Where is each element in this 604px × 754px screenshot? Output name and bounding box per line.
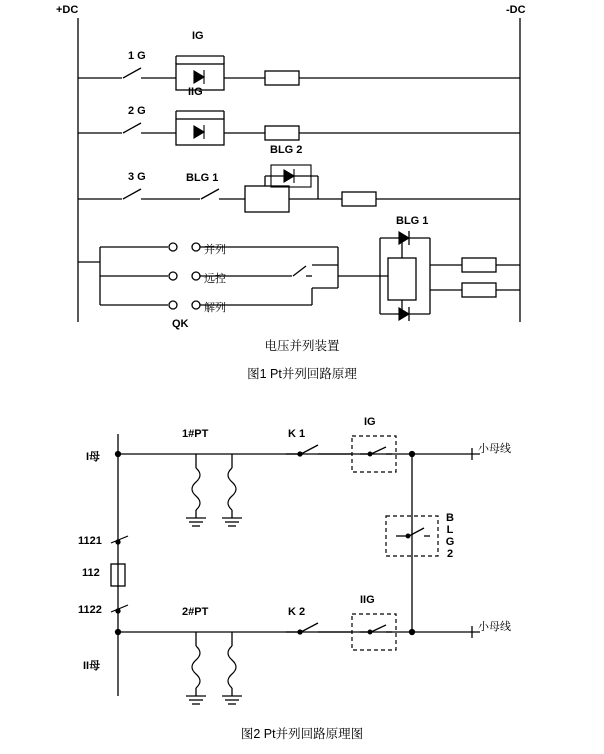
negative-dc-label: -DC — [506, 4, 526, 16]
selector-qk-label: QK — [172, 318, 189, 330]
blg1-coil-label: BLG 1 — [396, 215, 429, 227]
selector-position-parallel: 并列 — [204, 244, 226, 256]
selector-position-split: 解列 — [204, 302, 226, 314]
bus-1-label: I母 — [86, 451, 101, 463]
switch-3g-label: 3 G — [128, 171, 146, 183]
selector-position-remote: 远控 — [204, 273, 226, 285]
fuse-112-label: 112 — [82, 567, 100, 579]
pt2-label: 2#PT — [182, 606, 209, 618]
blg2-contact-label: BLG 2 — [270, 144, 303, 156]
small-bus-2-label: 小母线 — [478, 621, 511, 633]
ig-relay-label: IG — [364, 416, 376, 428]
disconnect-1122-label: 1122 — [78, 604, 102, 616]
disconnect-1121-label: 1121 — [78, 535, 102, 547]
switch-1g-label: 1 G — [128, 50, 146, 62]
blg1-switch-label: BLG 1 — [186, 172, 219, 184]
k1-label: K 1 — [288, 428, 306, 440]
positive-dc-label: +DC — [56, 4, 79, 16]
iig-relay-label: IIG — [360, 594, 375, 606]
figure-1-caption: 图1 Pt并列回路原理 — [247, 367, 357, 381]
pt1-label: 1#PT — [182, 428, 209, 440]
k2-label: K 2 — [288, 606, 306, 618]
relay-iig-label: IIG — [188, 86, 203, 98]
blg2-relay-label: BLG2 — [444, 512, 456, 560]
figure-1-device-title: 电压并列装置 — [264, 339, 340, 353]
relay-ig-label: IG — [192, 30, 204, 42]
bus-2-label: II母 — [83, 660, 101, 672]
figure-2-caption: 图2 Pt并列回路原理图 — [240, 727, 364, 741]
figure-2 — [0, 406, 604, 741]
switch-2g-label: 2 G — [128, 105, 146, 117]
small-bus-1-label: 小母线 — [478, 443, 511, 455]
